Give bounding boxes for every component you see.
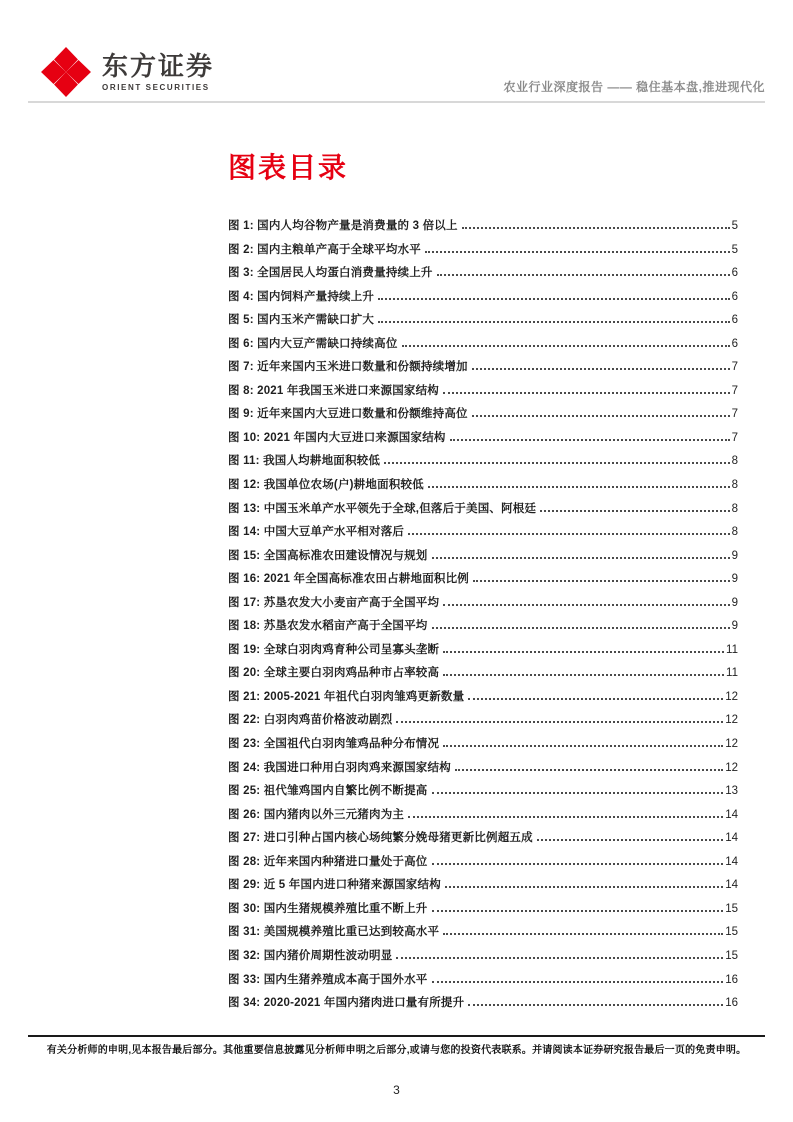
toc-entry[interactable] <box>228 876 738 900</box>
toc-entry-text: 图 10: 2021 年国内大豆进口来源国家结构 <box>228 431 446 444</box>
toc-entry-text: 图 34: 2020-2021 年国内猪肉进口量有所提升 <box>228 997 465 1010</box>
toc-entry-page: 12 <box>725 690 738 703</box>
toc-dot-leader <box>432 557 730 559</box>
toc-entry[interactable] <box>228 547 738 571</box>
toc-entry-page: 6 <box>731 337 738 350</box>
toc-entry[interactable] <box>228 382 738 406</box>
toc-dot-leader <box>432 792 724 794</box>
page-number: 3 <box>393 1083 400 1097</box>
toc-entry-text: 图 33: 国内生猪养殖成本高于国外水平 <box>228 973 428 986</box>
toc-entry-page: 9 <box>731 620 738 633</box>
toc-dot-leader <box>443 604 729 606</box>
toc-entry-text: 图 16: 2021 年全国高标准农田占耕地面积比例 <box>228 573 469 586</box>
toc-entry-page: 9 <box>731 596 738 609</box>
toc-dot-leader <box>473 580 730 582</box>
toc-dot-leader <box>537 839 723 841</box>
toc-entry-text: 图 15: 全国高标准农田建设情况与规划 <box>228 549 428 562</box>
toc-entry-text: 图 27: 进口引种占国内核心场纯繁分娩母猪更新比例超五成 <box>228 832 533 845</box>
toc-entry-page: 14 <box>725 879 738 892</box>
toc-entry-page: 6 <box>731 314 738 327</box>
toc-entry-text: 图 17: 苏垦农发大小麦亩产高于全国平均 <box>228 596 440 609</box>
toc-entry-page: 14 <box>725 855 738 868</box>
toc-entry-text: 图 26: 国内猪肉以外三元猪肉为主 <box>228 808 405 821</box>
toc-entry-text: 图 19: 全球白羽肉鸡育种公司呈寡头垄断 <box>228 643 440 656</box>
toc-entry-text: 图 31: 美国规模养殖比重已达到较高水平 <box>228 926 440 939</box>
toc-entry[interactable] <box>228 735 738 759</box>
figure-index-title: 图表目录 <box>228 152 349 183</box>
toc-entry-page: 7 <box>731 361 738 374</box>
toc-entry-text: 图 18: 苏垦农发水稻亩产高于全国平均 <box>228 620 428 633</box>
logo-diamond-icon <box>40 46 92 98</box>
orient-securities-logo <box>40 46 214 98</box>
toc-entry-text: 图 32: 国内猪价周期性波动明显 <box>228 949 393 962</box>
toc-dot-leader <box>384 462 730 464</box>
toc-entry-text: 图 24: 我国进口种用白羽肉鸡来源国家结构 <box>228 761 451 774</box>
toc-entry-page: 15 <box>725 902 738 915</box>
toc-dot-leader <box>445 886 723 888</box>
analyst-disclaimer: 有关分析师的申明,见本报告最后部分。其他重要信息披露见分析师申明之后部分,或请与您的投资代表联系。并请阅读本证券研究报告最后一页的免责申明。 <box>46 1045 747 1056</box>
toc-entry-text: 图 21: 2005-2021 年祖代白羽肉雏鸡更新数量 <box>228 690 465 703</box>
report-type-label: 农业行业深度报告 —— 稳住基本盘,推进现代化 <box>503 80 765 94</box>
logo-text <box>102 52 214 92</box>
toc-entry-page: 5 <box>731 220 738 232</box>
toc-entry-text: 图 25: 祖代雏鸡国内自繁比例不断提高 <box>228 785 428 798</box>
toc-dot-leader <box>432 863 724 865</box>
logo-chinese-name: 东方证券 <box>102 51 215 82</box>
toc-entry-text: 图 3: 全国居民人均蛋白消费量持续上升 <box>228 267 433 280</box>
toc-entry-text: 图 14: 中国大豆单产水平相对落后 <box>228 526 405 539</box>
toc-entry[interactable] <box>228 570 738 594</box>
toc-entry-text: 图 22: 白羽肉鸡苗价格波动剧烈 <box>228 714 393 727</box>
toc-dot-leader <box>468 698 723 700</box>
toc-entry-page: 7 <box>731 384 738 397</box>
toc-entry-page: 13 <box>725 785 738 798</box>
toc-entry-text: 图 29: 近 5 年国内进口种猪来源国家结构 <box>228 879 441 892</box>
toc-dot-leader <box>378 298 729 300</box>
toc-dot-leader <box>396 957 723 959</box>
toc-dot-leader <box>425 251 730 253</box>
toc-entry-page: 8 <box>731 502 738 515</box>
header-divider <box>28 101 765 103</box>
toc-dot-leader <box>450 439 730 441</box>
toc-entry[interactable] <box>228 358 738 382</box>
toc-entry-page: 15 <box>725 926 738 939</box>
toc-dot-leader <box>432 981 724 983</box>
toc-entry-text: 图 4: 国内饲料产量持续上升 <box>228 290 375 303</box>
toc-entry[interactable] <box>228 806 738 830</box>
toc-dot-leader <box>437 274 730 276</box>
toc-entry-page: 11 <box>726 643 738 656</box>
toc-entry[interactable] <box>228 947 738 971</box>
toc-dot-leader <box>443 933 723 935</box>
toc-entry[interactable] <box>228 782 738 806</box>
toc-entry[interactable] <box>228 594 738 618</box>
toc-entry-text: 图 1: 国内人均谷物产量是消费量的 3 倍以上 <box>228 220 458 232</box>
toc-dot-leader <box>432 910 724 912</box>
toc-dot-leader <box>396 721 723 723</box>
toc-dot-leader <box>428 486 730 488</box>
toc-entry-page: 11 <box>726 667 738 680</box>
toc-entry[interactable] <box>228 759 738 783</box>
toc-dot-leader <box>408 816 723 818</box>
toc-entry-text: 图 9: 近年来国内大豆进口数量和份额维持高位 <box>228 408 468 421</box>
toc-entry[interactable] <box>228 335 738 359</box>
toc-entry[interactable] <box>228 500 738 524</box>
toc-entry[interactable] <box>228 264 738 288</box>
toc-entry[interactable] <box>228 523 738 547</box>
toc-dot-leader <box>462 227 730 229</box>
toc-entry-page: 12 <box>725 761 738 774</box>
toc-entry-text: 图 6: 国内大豆产需缺口持续高位 <box>228 337 398 350</box>
toc-entry[interactable] <box>228 971 738 995</box>
toc-dot-leader <box>432 627 730 629</box>
toc-entry-page: 6 <box>731 267 738 280</box>
toc-entry-page: 8 <box>731 455 738 468</box>
toc-entry[interactable] <box>228 288 738 312</box>
toc-entry[interactable] <box>228 452 738 476</box>
toc-entry-page: 16 <box>725 973 738 986</box>
toc-entry[interactable] <box>228 241 738 265</box>
toc-entry-text: 图 2: 国内主粮单产高于全球平均水平 <box>228 243 421 256</box>
toc-entry-page: 8 <box>731 479 738 492</box>
toc-entry[interactable] <box>228 711 738 735</box>
toc-entry[interactable] <box>228 429 738 453</box>
toc-dot-leader <box>408 533 729 535</box>
toc-entry-text: 图 12: 我国单位农场(户)耕地面积较低 <box>228 479 424 492</box>
toc-entry[interactable] <box>228 994 738 1018</box>
toc-entry-text: 图 20: 全球主要白羽肉鸡品种市占率较高 <box>228 667 440 680</box>
toc-dot-leader <box>378 321 729 323</box>
toc-entry-page: 14 <box>725 808 738 821</box>
toc-entry-text: 图 28: 近年来国内种猪进口量处于高位 <box>228 855 428 868</box>
toc-entry[interactable] <box>228 641 738 665</box>
toc-entry-page: 9 <box>731 573 738 586</box>
toc-dot-leader <box>472 368 730 370</box>
toc-dot-leader <box>443 674 724 676</box>
toc-dot-leader <box>468 1004 723 1006</box>
toc-entry[interactable] <box>228 853 738 877</box>
toc-entry-text: 图 5: 国内玉米产需缺口扩大 <box>228 314 375 327</box>
toc-entry-page: 8 <box>731 526 738 539</box>
toc-entry-page: 7 <box>731 431 738 444</box>
toc-entry[interactable] <box>228 476 738 500</box>
logo-english-name: ORIENT SECURITIES <box>102 82 210 92</box>
toc-dot-leader <box>443 745 723 747</box>
toc-dot-leader <box>443 392 730 394</box>
toc-entry-page: 9 <box>731 549 738 562</box>
toc-entry-page: 5 <box>731 243 738 256</box>
toc-entry[interactable] <box>228 664 738 688</box>
toc-dot-leader <box>402 345 730 347</box>
figure-index-list <box>228 217 738 1018</box>
toc-dot-leader <box>455 769 723 771</box>
toc-entry-text: 图 7: 近年来国内玉米进口数量和份额持续增加 <box>228 361 468 374</box>
toc-dot-leader <box>472 415 730 417</box>
toc-entry-text: 图 8: 2021 年我国玉米进口来源国家结构 <box>228 384 439 397</box>
toc-entry-text: 图 11: 我国人均耕地面积较低 <box>228 455 381 468</box>
toc-entry[interactable] <box>228 900 738 924</box>
toc-entry[interactable] <box>228 217 738 241</box>
toc-entry[interactable] <box>228 405 738 429</box>
toc-entry-page: 6 <box>731 290 738 303</box>
toc-dot-leader <box>443 651 724 653</box>
toc-entry-page: 12 <box>725 738 738 751</box>
toc-entry-page: 12 <box>725 714 738 727</box>
toc-entry[interactable] <box>228 923 738 947</box>
toc-entry-text: 图 23: 全国祖代白羽肉雏鸡品种分布情况 <box>228 738 440 751</box>
toc-entry[interactable] <box>228 617 738 641</box>
toc-entry[interactable] <box>228 829 738 853</box>
toc-entry-text: 图 30: 国内生猪规模养殖比重不断上升 <box>228 902 428 915</box>
toc-entry[interactable] <box>228 311 738 335</box>
toc-entry-page: 15 <box>725 949 738 962</box>
toc-dot-leader <box>540 510 729 512</box>
toc-entry-text: 图 13: 中国玉米单产水平领先于全球,但落后于美国、阿根廷 <box>228 502 537 515</box>
toc-entry[interactable] <box>228 688 738 712</box>
toc-entry-page: 16 <box>725 997 738 1010</box>
toc-entry-page: 14 <box>725 832 738 845</box>
toc-entry-page: 7 <box>731 408 738 421</box>
footer-divider <box>28 1035 765 1037</box>
